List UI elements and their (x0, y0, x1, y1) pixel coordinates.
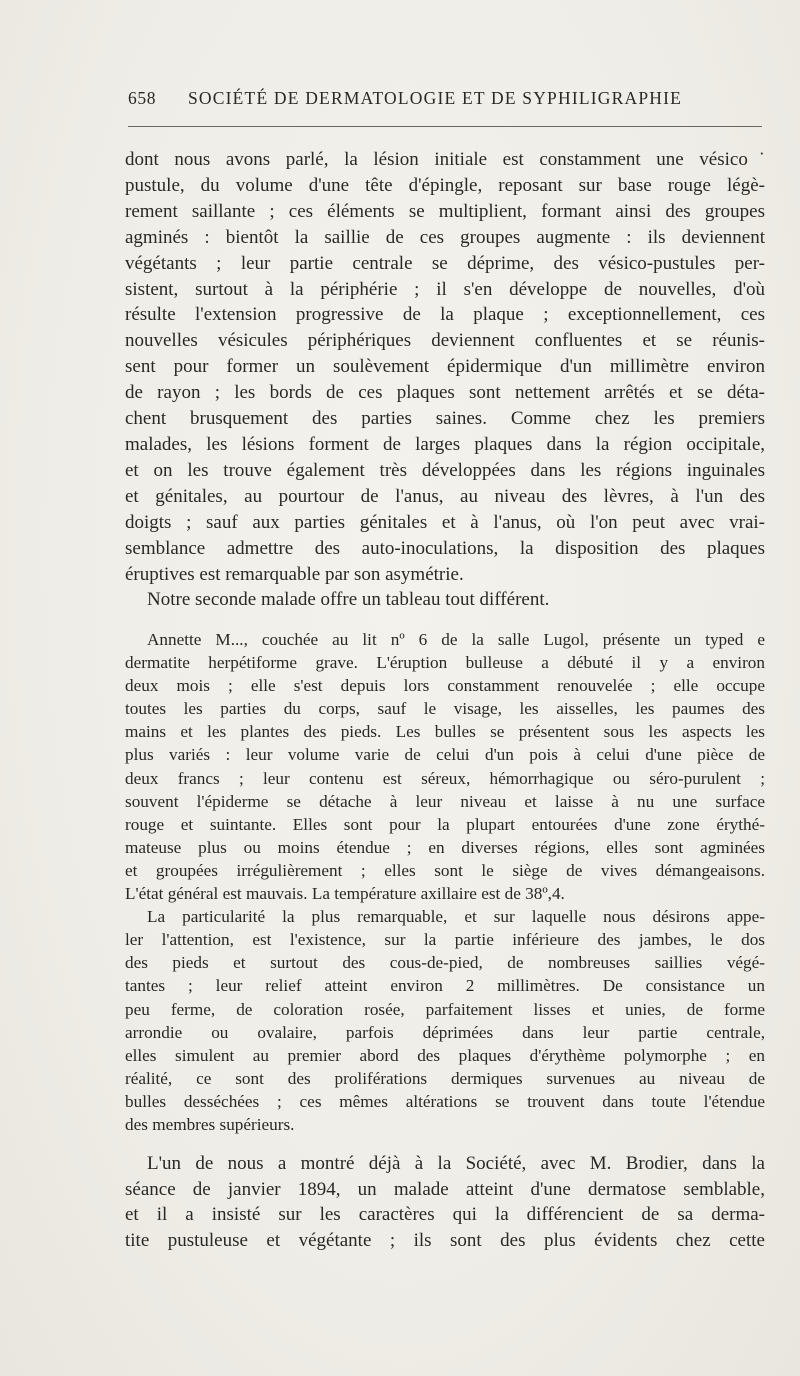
text-line: semblance admettre des auto-inoculations, la disposition des plaques (125, 537, 765, 559)
case-line: et groupées irrégulièrement ; elles sont le siège de vives démangeaisons. (125, 860, 765, 880)
text-line: et il a insisté sur les caractères qui la différencient de sa derma- (125, 1204, 765, 1226)
text-line: éruptives est remarquable par son asymétrie. (125, 563, 464, 585)
case-line: Annette M..., couchée au lit nº 6 de la salle Lugol, présente un typed e (147, 630, 765, 649)
text-line: tite pustuleuse et végétante ; ils sont des plus évidents chez cette (125, 1229, 765, 1251)
case-line: peu ferme, de coloration rosée, parfaitement lisses et unies, de forme (125, 999, 765, 1019)
case-line: toutes les parties du corps, sauf le visage, les aisselles, les paumes des (125, 699, 765, 719)
page-header (128, 88, 762, 114)
text-line: doigts ; sauf aux parties génitales et à l'anus, où l'on peut avec vrai- (125, 511, 765, 533)
text-line: et génitales, au pourtour de l'anus, au niveau des lèvres, à l'un des (125, 485, 765, 507)
case-line: des pieds et surtout des cous-de-pied, de nombreuses saillies végé- (125, 953, 765, 973)
text-line: dont nous avons parlé, la lésion initiale est constamment une vésico˙ (125, 149, 765, 170)
text-line: agminés : bientôt la saillie de ces groupes augmente : ils deviennent (125, 226, 765, 248)
case-line: souvent l'épiderme se détache à leur niveau et laisse à nu une surface (125, 791, 765, 811)
case-line: plus variés : leur volume varie de celui d'un pois à celui d'une pièce de (125, 745, 765, 765)
case-line: deux mois ; elle s'est depuis lors constamment renouvelée ; elle occupe (125, 676, 765, 696)
case-line: L'état général est mauvais. La température axillaire est de 38º,4. (125, 884, 565, 904)
case-line: réalité, ce sont des proliférations dermiques survenues au niveau de (125, 1068, 765, 1088)
case-line: bulles desséchées ; ces mêmes altérations se trouvent dans toute l'étendue (125, 1091, 765, 1111)
text-line: de rayon ; les bords de ces plaques sont nettement arrêtés et se déta- (125, 382, 765, 404)
text-line: sent pour former un soulèvement épidermique d'un millimètre environ (125, 356, 765, 378)
case-line: des membres supérieurs. (125, 1114, 295, 1134)
body-paragraphs (125, 147, 765, 613)
closing-paragraph (125, 1151, 765, 1253)
case-line: dermatite herpétiforme grave. L'éruption bulleuse a débuté il y a environ (125, 653, 765, 673)
text-line: L'un de nous a montré déjà à la Société, avec M. Brodier, dans la (147, 1153, 765, 1174)
running-head: SOCIÉTÉ DE DERMATOLOGIE ET DE SYPHILIGRAPHIE (188, 88, 683, 108)
case-line: mateuse plus ou moins étendue ; en diverses régions, elles sont agminées (125, 837, 765, 857)
page-number: 658 (128, 88, 157, 108)
text-line: rement saillante ; ces éléments se multiplient, formant ainsi des groupes (125, 200, 765, 222)
text-line: végétants ; leur partie centrale se déprime, des vésico-pustules per- (125, 252, 765, 274)
text-line: nouvelles vésicules périphériques deviennent confluentes et se réunis- (125, 330, 765, 352)
text-line: et on les trouve également très développées dans les régions inguinales (125, 459, 765, 481)
case-line: deux francs ; leur contenu est séreux, hémorrhagique ou séro-purulent ; (125, 768, 765, 788)
text-line: sistent, surtout à la périphérie ; il s'en développe de nouvelles, d'où (125, 278, 765, 300)
case-report (125, 628, 765, 1136)
case-line: elles simulent au premier abord des plaques d'érythème polymorphe ; en (125, 1045, 765, 1065)
text-line: malades, les lésions forment de larges plaques dans la région occipitale, (125, 433, 765, 455)
case-line: rouge et suintante. Elles sont pour la plupart entourées d'une zone érythé- (125, 814, 765, 834)
text-line: séance de janvier 1894, un malade atteint d'une dermatose semblable, (125, 1178, 765, 1200)
case-line: arrondie ou ovalaire, parfois déprimées dans leur partie centrale, (125, 1022, 765, 1042)
header-rule (128, 126, 762, 127)
text-line: pustule, du volume d'une tête d'épingle, reposant sur base rouge légè- (125, 174, 765, 196)
text-line: chent brusquement des parties saines. Comme chez les premiers (125, 408, 765, 430)
case-line: tantes ; leur relief atteint environ 2 millimètres. De consistance un (125, 976, 765, 996)
text-line: Notre seconde malade offre un tableau tout différent. (147, 589, 550, 611)
case-line: La particularité la plus remarquable, et sur laquelle nous désirons appe- (147, 907, 765, 927)
case-line: mains et les plantes des pieds. Les bulles se présentent sous les aspects les (125, 722, 765, 742)
text-line: résulte l'extension progressive de la plaque ; exceptionnellement, ces (125, 304, 765, 326)
case-line: ler l'attention, est l'existence, sur la partie inférieure des jambes, le dos (125, 930, 765, 950)
